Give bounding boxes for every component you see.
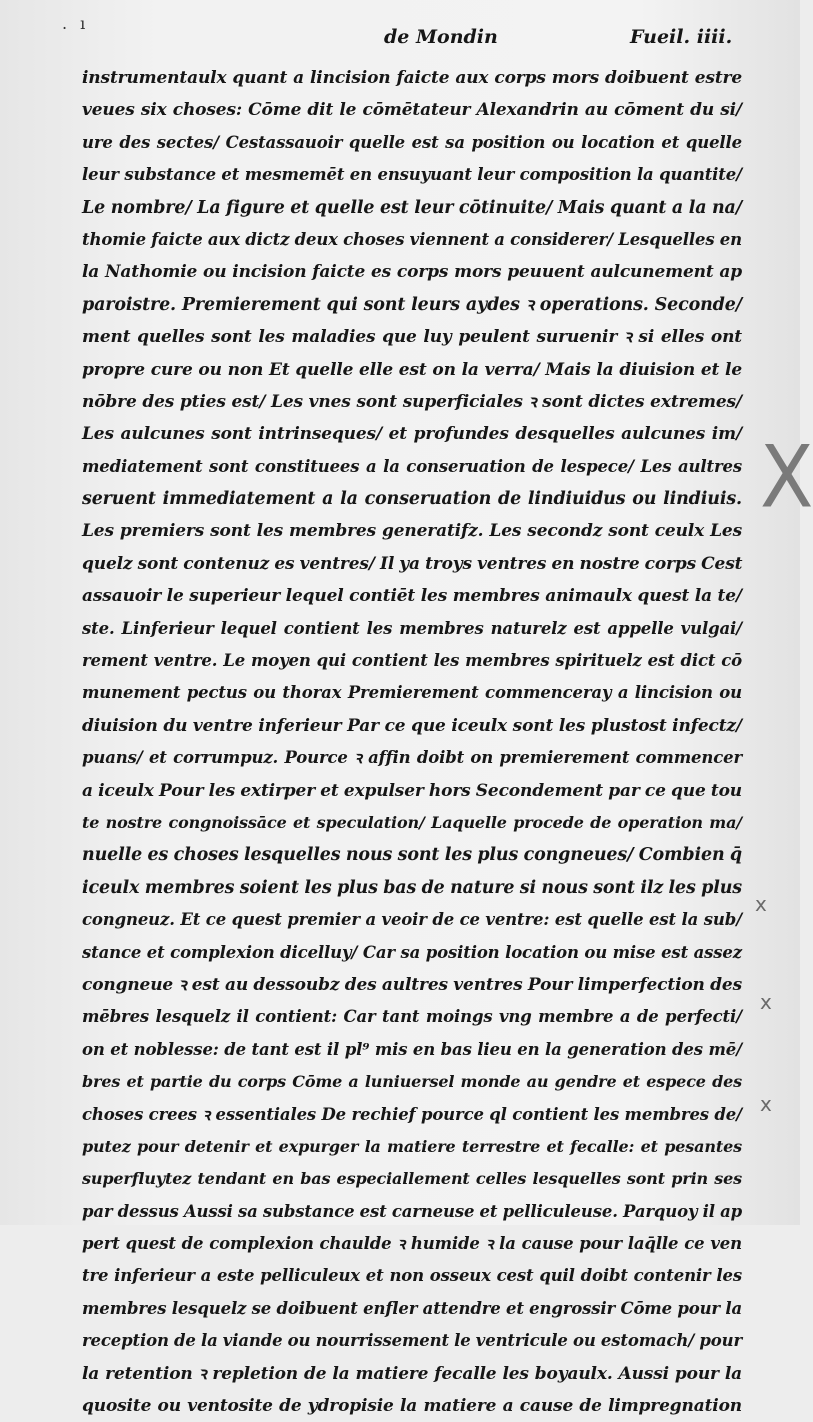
text-line: te nostre congnoissāce et speculation/ Laquelle procede de operation ma/	[82, 812, 742, 832]
text-line: paroistre. Premierement qui sont leurs aydes ꝛ operations. Seconde/	[82, 294, 742, 315]
margin-annotation-mark: x	[755, 892, 767, 916]
text-line: ste. Linferieur lequel contient les membres naturelz est appelle vulgai/	[82, 618, 742, 638]
text-line: stance et complexion dicelluy/ Car sa position location ou mise est assez	[82, 942, 742, 962]
text-line: la retention ꝛ repletion de la matiere fecalle les boyaulx. Aussi pour la	[82, 1363, 742, 1384]
text-line: quelz sont contenuz es ventres/ Il ya troys ventres en nostre corps Cest	[82, 553, 743, 574]
margin-annotation-mark: x	[760, 990, 772, 1014]
text-line: mēbres lesquelz il contient: Car tant moings vng membre a de perfecti/	[82, 1007, 742, 1027]
body-text	[82, 62, 742, 1422]
text-line: instrumentaulx quant a lincision faicte aux corps mors doibuent estre	[82, 68, 742, 88]
text-line: propre cure ou non Et quelle elle est on la verra/ Mais la diuision et le	[82, 359, 742, 380]
text-line: on et noblesse: de tant est il pl⁹ mis en bas lieu en la generation des mē/	[82, 1039, 742, 1059]
folio-number: Fueil. iiii.	[630, 26, 733, 48]
header-marks: . ı	[62, 14, 90, 33]
text-line: bres et partie du corps Cōme a luniuersel monde au gendre et espece des	[82, 1072, 742, 1092]
text-line: assauoir le superieur lequel contiēt les membres animaulx quest la te/	[82, 586, 742, 607]
text-line: diuision du ventre inferieur Par ce que iceulx sont les plustost infectz/	[82, 715, 742, 736]
text-line: seruent immediatement a la conseruation de lindiuidus ou lindiuis.	[82, 489, 742, 510]
text-line: nōbre des pties est/ Les vnes sont superficiales ꝛ sont dictes extremes/	[82, 391, 742, 412]
text-line: puans/ et corrumpuz. Pource ꝛ affin doibt on premierement commencer	[82, 748, 742, 768]
text-line: leur substance et mesmemēt en ensuyuant leur composition la quantite/	[82, 165, 742, 185]
text-line: Les premiers sont les membres generatifz. Les secondz sont ceulx Les	[82, 521, 742, 542]
text-line: superfluytez tendant en bas especiallement celles lesquelles sont prin ses	[82, 1169, 742, 1189]
text-line: nuelle es choses lesquelles nous sont les plus congneues/ Combien q̄	[82, 845, 742, 866]
text-line: veues six choses: Cōme dit le cōmētateur Alexandrin au cōment du si/	[82, 100, 742, 121]
text-line: quosite ou ventosite de ydropisie la matiere a cause de limpregnation	[82, 1396, 742, 1417]
running-head: de Mondin	[384, 26, 498, 48]
text-line: mediatement sont constituees a la conseruation de lespece/ Les aultres	[82, 456, 742, 476]
text-line: putez pour detenir et expurger la matiere terrestre et fecalle: et pesantes	[82, 1136, 742, 1156]
text-line: rement ventre. Le moyen qui contient les membres spirituelz est dict cō	[82, 651, 742, 671]
text-line: congneue ꝛ est au dessoubz des aultres ventres Pour limperfection des	[82, 974, 742, 995]
text-line: pert quest de complexion chaulde ꝛ humide ꝛ la cause pour laq̄lle ce ven	[82, 1234, 742, 1254]
margin-annotation-mark: X	[760, 428, 813, 528]
text-line: choses crees ꝛ essentiales De rechief pource ql contient les membres de/	[82, 1104, 742, 1124]
text-line: ure des sectes/ Cestassauoir quelle est sa position ou location et quelle	[82, 132, 742, 152]
text-line: tre inferieur a este pelliculeux et non osseux cest quil doibt contenir les	[82, 1266, 742, 1286]
text-line: Les aulcunes sont intrinseques/ et profundes desquelles aulcunes im/	[82, 424, 742, 445]
text-line: reception de la viande ou nourrissement le ventricule ou estomach/ pour	[82, 1331, 742, 1351]
text-line: Le nombre/ La figure et quelle est leur cōtinuite/ Mais quant a la na/	[82, 197, 742, 218]
text-line: a iceulx Pour les extirper et expulser hors Secondement par ce que tou	[82, 780, 742, 801]
text-line: ment quelles sont les maladies que luy peulent suruenir ꝛ si elles ont	[82, 327, 742, 348]
text-line: thomie faicte aux dictz deux choses viennent a considerer/ Lesquelles en	[82, 229, 742, 249]
margin-annotation-mark: x	[760, 1092, 772, 1116]
text-line: membres lesquelz se doibuent enfler attendre et engrossir Cōme pour la	[82, 1298, 742, 1318]
text-line: la Nathomie ou incision faicte es corps mors peuuent aulcunement ap	[82, 262, 742, 283]
text-line: iceulx membres soient les plus bas de nature si nous sont ilz les plus	[82, 877, 742, 898]
text-line: par dessus Aussi sa substance est carneuse et pelliculeuse. Parquoy il ap	[82, 1201, 742, 1221]
text-line: congneuz. Et ce quest premier a veoir de ce ventre: est quelle est la sub/	[82, 910, 742, 930]
text-line: munement pectus ou thorax Premierement commenceray a lincision ou	[82, 683, 742, 703]
